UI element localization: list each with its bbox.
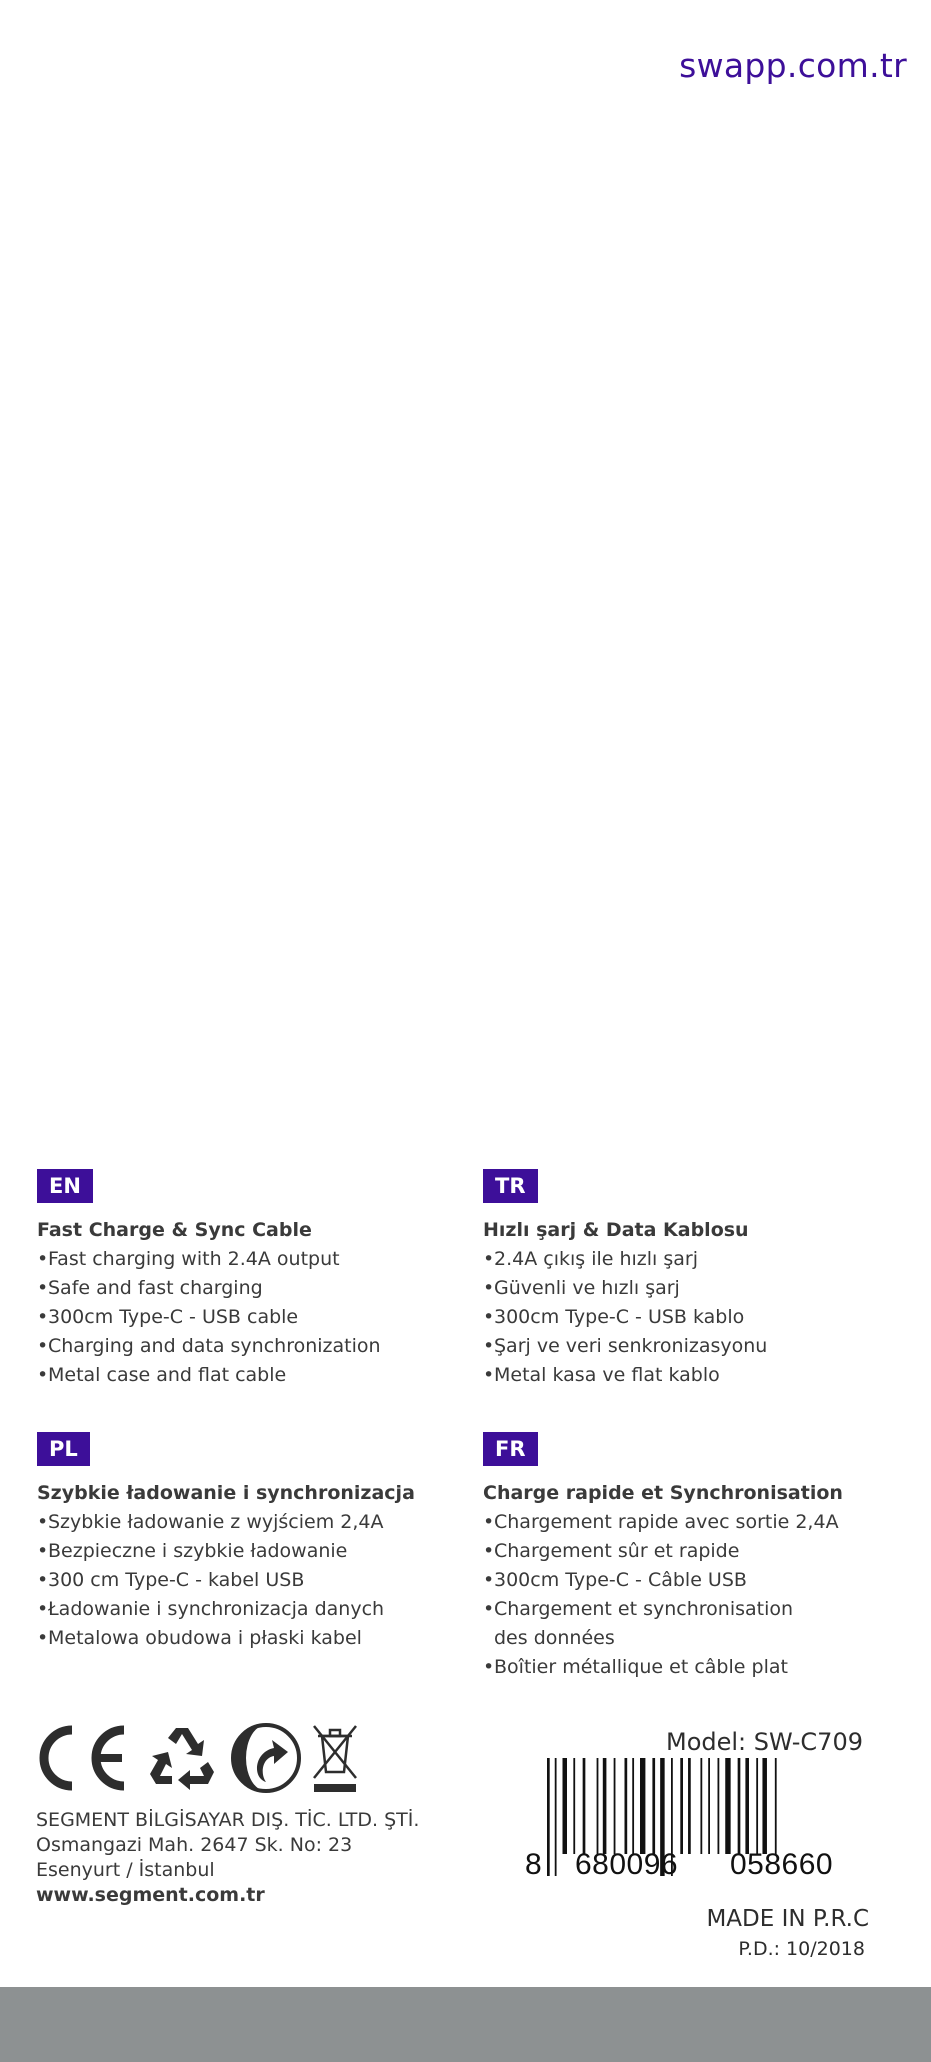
list-item: • Bezpieczne i szybkie ładowanie <box>37 1537 457 1566</box>
feature-list <box>483 1508 903 1682</box>
site-url: swapp.com.tr <box>679 46 907 85</box>
list-item: • Metal kasa ve flat kablo <box>483 1361 903 1390</box>
list-item: • Szybkie ładowanie z wyjściem 2,4A <box>37 1508 457 1537</box>
list-item: • Metalowa obudowa i płaski kabel <box>37 1624 457 1653</box>
section-title: Charge rapide et Synchronisation <box>483 1482 843 1504</box>
list-item: • Chargement et synchronisation des données <box>483 1595 903 1653</box>
barcode-first-digit: 8 <box>525 1848 542 1878</box>
feature-list <box>483 1245 903 1390</box>
section-title: Fast Charge & Sync Cable <box>37 1219 312 1241</box>
list-item: • Metal case and flat cable <box>37 1361 457 1390</box>
list-item: • Güvenli ve hızlı şarj <box>483 1274 903 1303</box>
list-item: • Şarj ve veri senkronizasyonu <box>483 1332 903 1361</box>
list-item: • 300cm Type-C - USB kablo <box>483 1303 903 1332</box>
section-en <box>37 1169 457 1390</box>
list-item: • Safe and fast charging <box>37 1274 457 1303</box>
list-item: • Chargement rapide avec sortie 2,4A <box>483 1508 903 1537</box>
feature-list <box>37 1508 457 1653</box>
list-item: • 300cm Type-C - Câble USB <box>483 1566 903 1595</box>
certification-icons <box>36 1722 360 1794</box>
lang-tag: PL <box>37 1432 90 1466</box>
barcode <box>525 1758 865 1878</box>
origin-label: MADE IN P.R.C <box>706 1906 869 1932</box>
section-pl <box>37 1432 457 1653</box>
section-tr <box>483 1169 903 1390</box>
company-info <box>36 1808 419 1908</box>
production-date: P.D.: 10/2018 <box>738 1938 865 1960</box>
barcode-right-group: 058660 <box>730 1848 834 1878</box>
list-item: • Boîtier métallique et câble plat <box>483 1653 903 1682</box>
lang-tag: EN <box>37 1169 93 1203</box>
model-number: Model: SW-C709 <box>666 1728 863 1756</box>
company-address-line2: Esenyurt / İstanbul <box>36 1859 215 1881</box>
green-dot-icon <box>230 1722 302 1794</box>
list-item: • Fast charging with 2.4A output <box>37 1245 457 1274</box>
weee-bin-icon <box>310 1722 360 1794</box>
company-address-line1: Osmangazi Mah. 2647 Sk. No: 23 <box>36 1834 353 1856</box>
company-website[interactable]: www.segment.com.tr <box>36 1884 265 1906</box>
list-item: • Ładowanie i synchronizacja danych <box>37 1595 457 1624</box>
lang-tag: TR <box>483 1169 538 1203</box>
list-item: • 2.4A çıkış ile hızlı şarj <box>483 1245 903 1274</box>
list-item: • Chargement sûr et rapide <box>483 1537 903 1566</box>
company-name: SEGMENT BİLGİSAYAR DIŞ. TİC. LTD. ŞTİ. <box>36 1809 420 1831</box>
recycle-icon <box>146 1722 218 1794</box>
section-title: Hızlı şarj & Data Kablosu <box>483 1219 749 1241</box>
list-item: • 300 cm Type-C - kabel USB <box>37 1566 457 1595</box>
barcode-left-group: 680096 <box>575 1848 679 1878</box>
section-fr <box>483 1432 903 1682</box>
section-title: Szybkie ładowanie i synchronizacja <box>37 1482 415 1504</box>
list-item: • 300cm Type-C - USB cable <box>37 1303 457 1332</box>
footer-band <box>0 1987 931 2062</box>
feature-list <box>37 1245 457 1390</box>
list-item: • Charging and data synchronization <box>37 1332 457 1361</box>
ce-mark-icon <box>36 1722 132 1794</box>
lang-tag: FR <box>483 1432 538 1466</box>
